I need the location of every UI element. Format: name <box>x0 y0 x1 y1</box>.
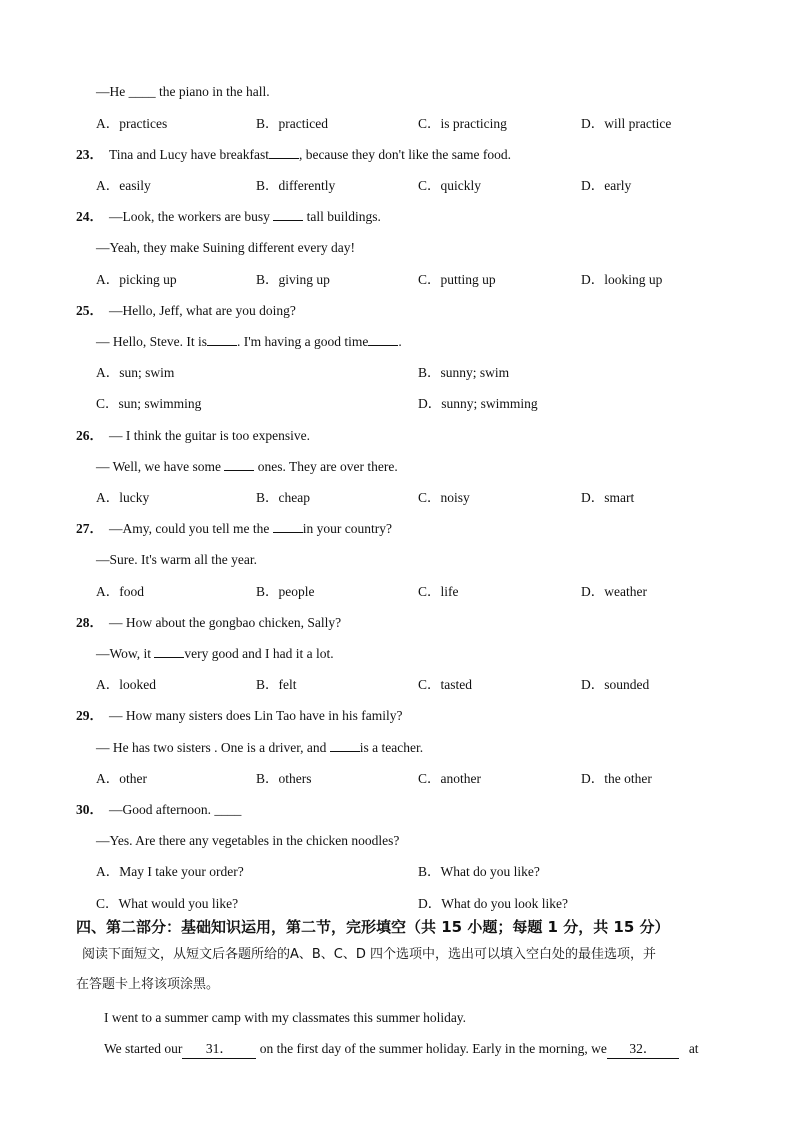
q27-stem: 27． —Amy, could you tell me the in your country? <box>76 521 392 536</box>
q25-blank-2 <box>368 333 398 346</box>
q27-blank <box>273 520 303 533</box>
q29-number: 29． <box>76 708 103 723</box>
blank-31[interactable]: 31． <box>182 1040 256 1059</box>
passage-line2: We started our 31． on the first day of the summer holiday. Early in the morning, we 32． at <box>104 1040 699 1059</box>
q25-blank-1 <box>207 333 237 346</box>
q30-stem: 30． —Good afternoon. ____ <box>76 802 242 817</box>
q26-stem: 26． — I think the guitar is too expensive. <box>76 428 310 443</box>
q28-option-a[interactable]: A．looked <box>96 677 156 692</box>
q25-option-a[interactable]: A．sun; swim <box>96 365 175 380</box>
q29-blank <box>330 739 360 752</box>
q26-option-d[interactable]: D．smart <box>581 490 635 505</box>
q24-stem: 24． —Look, the workers are busy tall buildings. <box>76 209 381 224</box>
q26-blank <box>224 458 254 471</box>
q30-number: 30． <box>76 802 103 817</box>
q30-option-b[interactable]: B．What do you like? <box>418 864 540 879</box>
q28-option-d[interactable]: D．sounded <box>581 677 650 692</box>
blank-32[interactable]: 32． <box>607 1040 679 1059</box>
q23-number: 23． <box>76 147 103 162</box>
q24-option-a[interactable]: A．picking up <box>96 272 177 287</box>
section-title: 四、第二部分：基础知识运用，第二节，完形填空（共 15 小题；每题 1 分，共 15 分） <box>76 918 670 936</box>
q25-option-d[interactable]: D．sunny; swimming <box>418 396 538 411</box>
q27-option-b[interactable]: B．people <box>256 584 315 599</box>
q24-line2: —Yeah, they make Suining different every day! <box>96 240 355 255</box>
q24-option-d[interactable]: D．looking up <box>581 272 663 287</box>
q23-option-a[interactable]: A．easily <box>96 178 151 193</box>
q27-option-a[interactable]: A．food <box>96 584 144 599</box>
q22-line: —He ____ the piano in the hall. <box>96 84 270 99</box>
q28-blank <box>154 645 184 658</box>
section-instructions-line2: 在答题卡上将该项涂黑。 <box>76 977 220 992</box>
q24-option-b[interactable]: B．giving up <box>256 272 330 287</box>
q29-stem: 29． — How many sisters does Lin Tao have in his family? <box>76 708 403 723</box>
q24-number: 24． <box>76 209 103 224</box>
q22-option-a[interactable]: A．practices <box>96 116 168 131</box>
q27-line2: —Sure. It's warm all the year. <box>96 552 258 567</box>
q29-line2: — He has two sisters . One is a driver, and is a teacher. <box>96 740 424 755</box>
q27-option-d[interactable]: D．weather <box>581 584 647 599</box>
q28-option-c[interactable]: C．tasted <box>418 677 472 692</box>
q30-line2: —Yes. Are there any vegetables in the chicken noodles? <box>96 833 400 848</box>
q23-blank <box>269 146 299 159</box>
q23-stem: 23． Tina and Lucy have breakfast , because they don't like the same food. <box>76 147 511 162</box>
q26-number: 26． <box>76 428 103 443</box>
q28-stem: 28． — How about the gongbao chicken, Sally? <box>76 615 342 630</box>
q22-option-b[interactable]: B．practiced <box>256 116 328 131</box>
q27-option-c[interactable]: C．life <box>418 584 459 599</box>
q28-option-b[interactable]: B．felt <box>256 677 297 692</box>
q27-number: 27． <box>76 521 103 536</box>
q30-option-c[interactable]: C．What would you like? <box>96 896 239 911</box>
q30-option-d[interactable]: D．What do you look like? <box>418 896 568 911</box>
q25-stem: 25． —Hello, Jeff, what are you doing? <box>76 303 296 318</box>
q30-option-a[interactable]: A．May I take your order? <box>96 864 244 879</box>
q24-blank <box>273 208 303 221</box>
q25-option-c[interactable]: C．sun; swimming <box>96 396 202 411</box>
q26-option-a[interactable]: A．lucky <box>96 490 150 505</box>
q28-number: 28． <box>76 615 103 630</box>
q23-option-d[interactable]: D．early <box>581 178 632 193</box>
q25-option-b[interactable]: B．sunny; swim <box>418 365 510 380</box>
q29-option-a[interactable]: A．other <box>96 771 147 786</box>
q22-option-c[interactable]: C．is practicing <box>418 116 507 131</box>
q25-line2: — Hello, Steve. It is . I'm having a good time . <box>96 334 402 349</box>
q23-option-b[interactable]: B．differently <box>256 178 336 193</box>
q22-option-d[interactable]: D．will practice <box>581 116 672 131</box>
q28-line2: —Wow, it very good and I had it a lot. <box>96 646 334 661</box>
passage-line1: I went to a summer camp with my classmates this summer holiday. <box>104 1010 467 1025</box>
q29-option-c[interactable]: C．another <box>418 771 481 786</box>
q29-option-d[interactable]: D．the other <box>581 771 652 786</box>
q26-line2: — Well, we have some ones. They are over there. <box>96 459 398 474</box>
q23-option-c[interactable]: C．quickly <box>418 178 481 193</box>
q24-option-c[interactable]: C．putting up <box>418 272 496 287</box>
q25-number: 25． <box>76 303 103 318</box>
section-instructions-line1: 阅读下面短文，从短文后各题所给的A、B、C、D 四个选项中，选出可以填入空白处的最佳选项，并 <box>82 947 657 962</box>
q26-option-c[interactable]: C．noisy <box>418 490 470 505</box>
q29-option-b[interactable]: B．others <box>256 771 312 786</box>
q26-option-b[interactable]: B．cheap <box>256 490 310 505</box>
